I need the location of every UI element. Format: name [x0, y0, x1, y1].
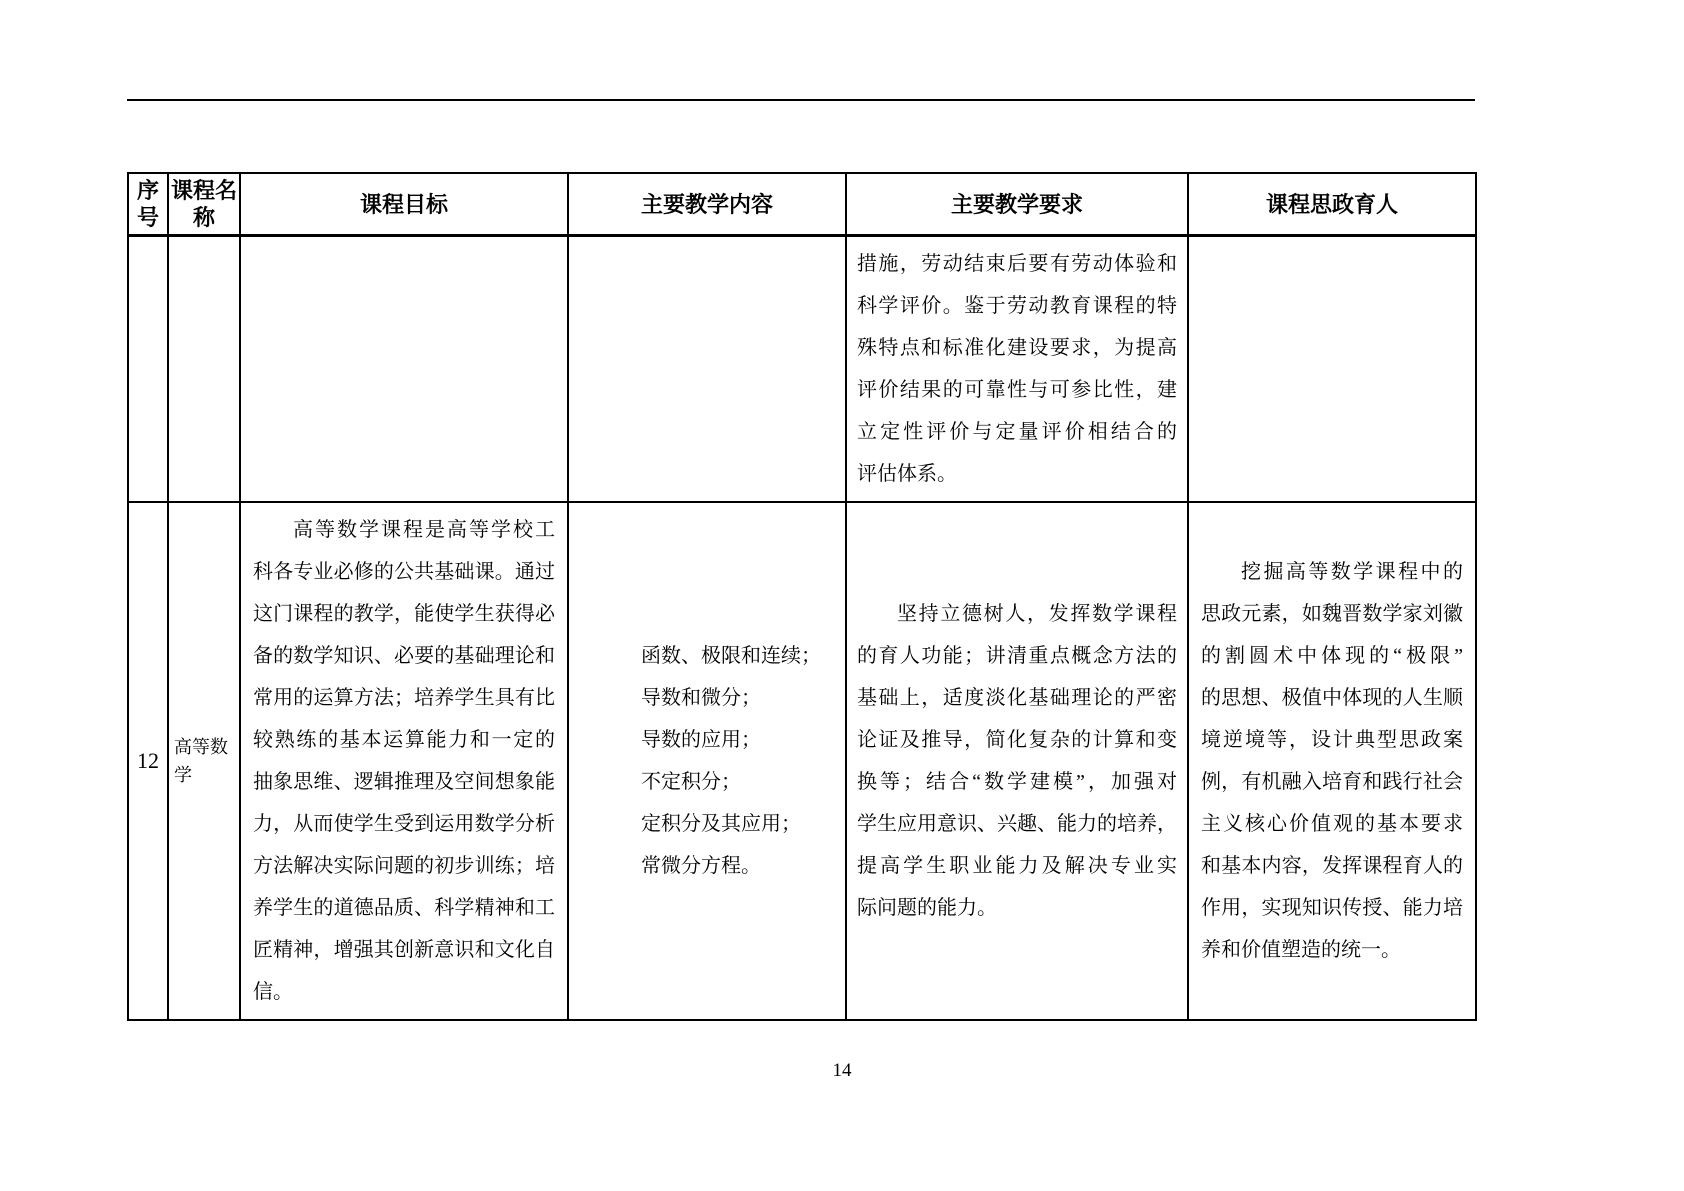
objectives-cell: 高等数学课程是高等学校工 科各专业必修的公共基础课。通过 这门课程的教学，能使学生获得必 备的数学知识、必要的基础理论和 常用的运算方法；培养学生具有比 较熟练的基本运算能力和一定的 抽象思维、逻辑推理及空间想象能 力，从而使学生受到运用数学分析 方法解决实际问题的初步训练；培 养学生的道德品质、科学精神和工 匠精神，增强其创新意识和文化自 信。: [240, 502, 568, 1020]
course-name-cell: 高等数学: [168, 502, 240, 1020]
header-rule: [127, 99, 1475, 101]
col-header-content: 主要教学内容: [568, 173, 846, 236]
col-header-objectives: 课程目标: [240, 173, 568, 236]
ideology-cell: [1188, 236, 1476, 503]
col-header-requirements: 主要教学要求: [846, 173, 1188, 236]
content-cell: [568, 236, 846, 503]
header-row: [128, 173, 1476, 236]
col-header-course-name: 课程名称: [168, 173, 240, 236]
requirements-cell: 措施，劳动结束后要有劳动体验和 科学评价。鉴于劳动教育课程的特 殊特点和标准化建设要求，为提高 评价结果的可靠性与可参比性，建 立定性评价与定量评价相结合的 评估体系。: [846, 236, 1188, 503]
seq-cell: [128, 236, 168, 503]
col-header-ideology: 课程思政育人: [1188, 173, 1476, 236]
objectives-cell: [240, 236, 568, 503]
seq-cell: 12: [128, 502, 168, 1020]
content-cell: 函数、极限和连续； 导数和微分； 导数的应用； 不定积分； 定积分及其应用； 常微分方程。: [568, 502, 846, 1020]
table-row-continuation: [128, 236, 1476, 503]
course-name-cell: [168, 236, 240, 503]
col-header-seq: 序号: [128, 173, 168, 236]
ideology-cell: 挖掘高等数学课程中的 思政元素，如魏晋数学家刘徽 的割圆术中体现的“极限” 的思想、极值中体现的人生顺 境逆境等，设计典型思政案 例，有机融入培育和践行社会 主义核心价值观的基本要求 和基本内容，发挥课程育人的 作用，实现知识传授、能力培 养和价值塑造的统一。: [1188, 502, 1476, 1020]
requirements-cell: 坚持立德树人，发挥数学课程 的育人功能；讲清重点概念方法的 基础上，适度淡化基础理论的严密 论证及推导，简化复杂的计算和变 换等；结合“数学建模”，加强对 学生应用意识、兴趣、能力的培养， 提高学生职业能力及解决专业实 际问题的能力。: [846, 502, 1188, 1020]
curriculum-table: [127, 172, 1477, 1021]
page-number: 14: [832, 1060, 852, 1081]
table-row-12: [128, 502, 1476, 1020]
